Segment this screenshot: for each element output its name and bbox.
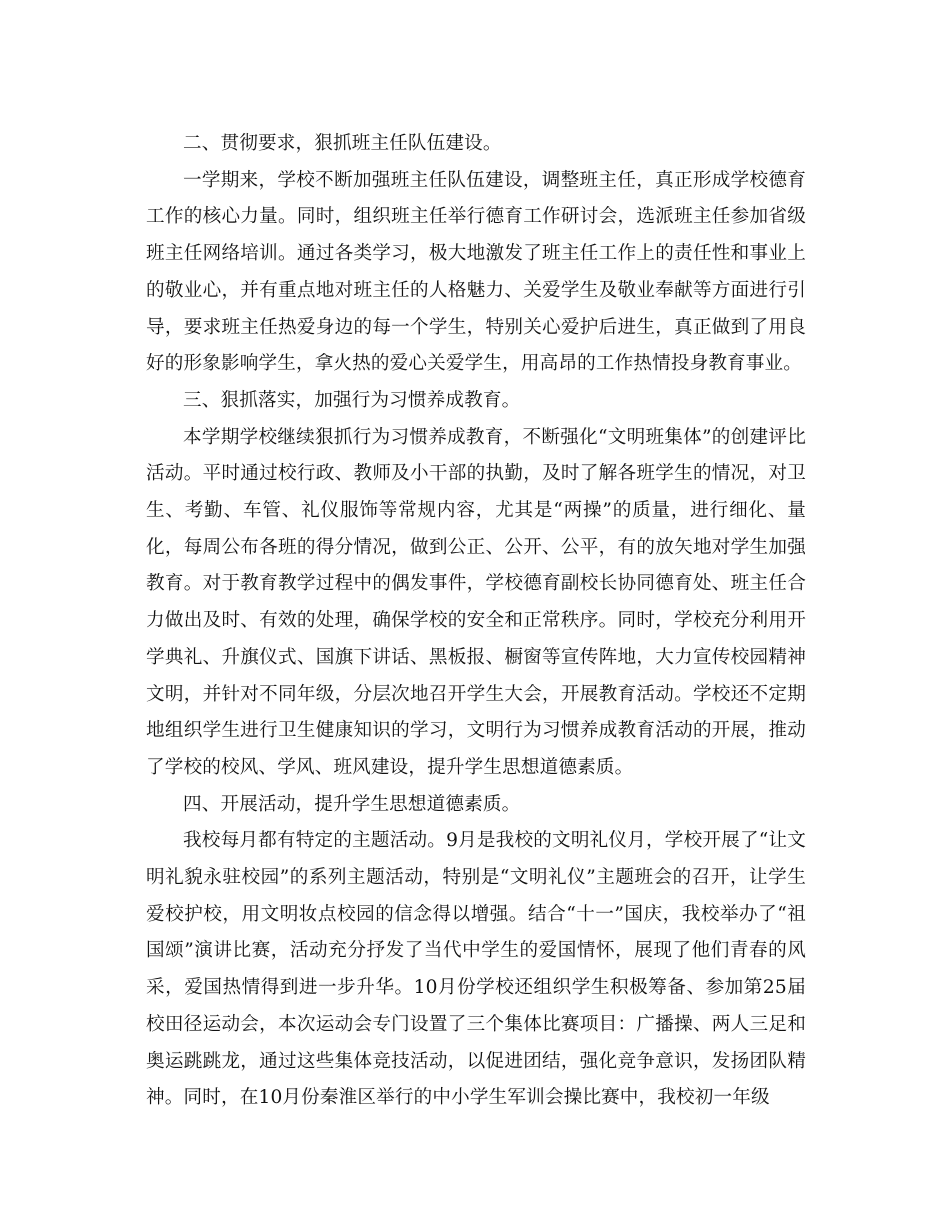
- section-heading-3: 三、狠抓落实，加强行为习惯养成教育。: [183, 389, 521, 411]
- paragraph-teacher-team: 一学期来，学校不断加强班主任队伍建设，调整班主任，真正形成学校德育工作的核心力量。同时，组织班主任举行德育工作研讨会，选派班主任参加省级班主任网络培训。通过各类学习，极大地激发了班主任工作上的责任性和事业上的敬业心，并有重点地对班主任的人格魅力、关爱学生及敬业奉献等方面进行引导，要求班主任热爱身边的每一个学生，特别关心爱护后进生，真正做到了用良好的形象影响学生，拿火热的爱心关爱学生，用高昂的工作热情投身教育事业。: [146, 169, 806, 375]
- paragraph-theme-activities: 我校每月都有特定的主题活动。9月是我校的文明礼仪月，学校开展了“让文明礼貌永驻校园”的系列主题活动，特别是“文明礼仪”主题班会的召开，让学生爱校护校，用文明妆点校园的信念得以增强。结合“十一”国庆，我校举办了“祖国颂”演讲比赛，活动充分抒发了当代中学生的爱国情怀，展现了他们青春的风采，爱国热情得到进一步升华。10月份学校还组织学生积极筹备、参加第25届校田径运动会，本次运动会专门设置了三个集体比赛项目：广播操、两人三足和奥运跳跳龙，通过这些集体竞技活动，以促进团结，强化竞争意识，发扬团队精神。同时，在10月份秦淮区举行的中小学生军训会操比赛中，我校初一年级: [146, 830, 806, 1109]
- paragraph-habit-education: 本学期学校继续狠抓行为习惯养成教育，不断强化“文明班集体”的创建评比活动。平时通过校行政、教师及小干部的执勤，及时了解各班学生的情况，对卫生、考勤、车管、礼仪服饰等常规内容，尤其是“两操”的质量，进行细化、量化，每周公布各班的得分情况，做到公正、公开、公平，有的放矢地对学生加强教育。对于教育教学过程中的偶发事件，学校德育副校长协同德育处、班主任合力做出及时、有效的处理，确保学校的安全和正常秩序。同时，学校充分利用开学典礼、升旗仪式、国旗下讲话、黑板报、橱窗等宣传阵地，大力宣传校园精神文明，并针对不同年级，分层次地召开学生大会，开展教育活动。学校还不定期地组织学生进行卫生健康知识的学习，文明行为习惯养成教育活动的开展，推动了学校的校风、学风、班风建设，提升学生思想道德素质。: [146, 426, 806, 778]
- section-heading-4: 四、开展活动，提升学生思想道德素质。: [183, 793, 521, 815]
- section-heading-2: 二、贯彻要求，狠抓班主任队伍建设。: [183, 133, 502, 154]
- document-body: [146, 126, 806, 1117]
